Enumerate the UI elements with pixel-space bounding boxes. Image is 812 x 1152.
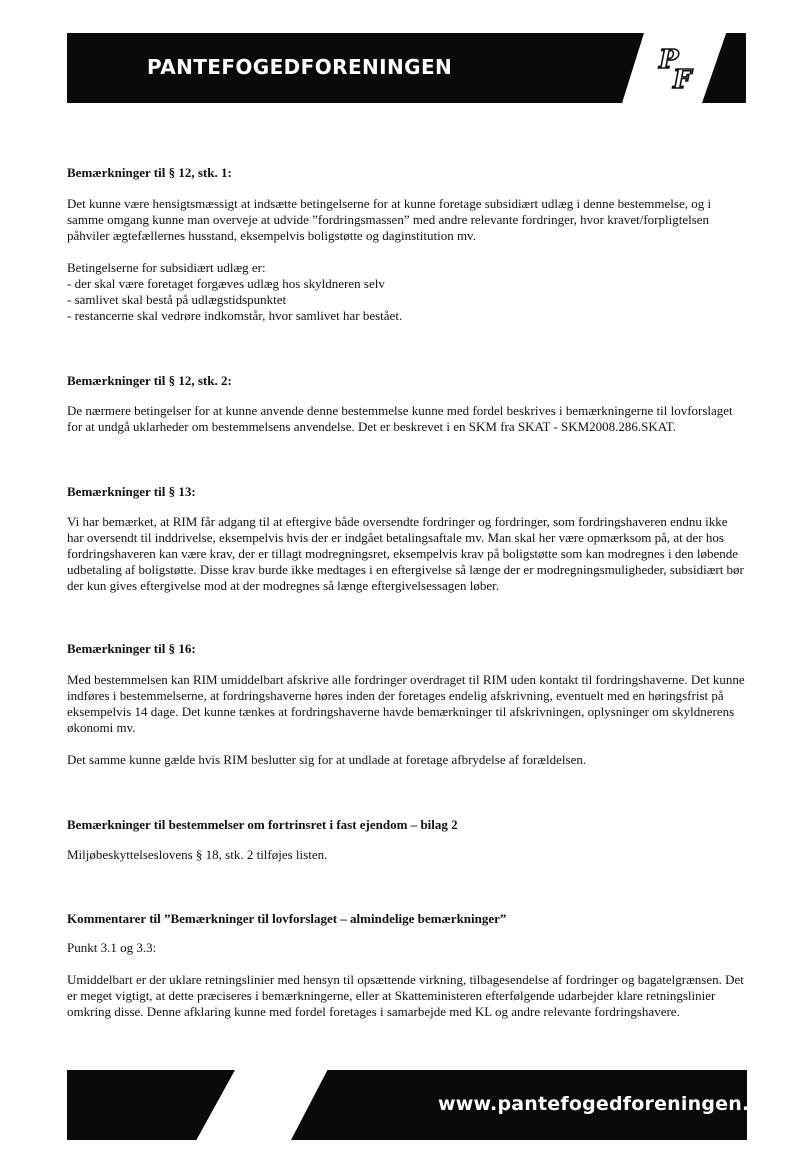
paragraph: Umiddelbart er der uklare retningslinier med hensyn til opsættende virkning, tilbagesendelse af fordringer og bagatelgrænsen. Det er meget vigtigt, at dette præciseres i bemærkningerne, eller at Skatteministeren efterfølgende udarbejder klare retningslinier omkring disse. Denne afklaring kunne med fordel foretages i samarbejde med KL og andre relevante fordringshavere. <box>67 972 744 1019</box>
logo-letter-f: F <box>673 65 692 94</box>
paragraph: Betingelserne for subsidiært udlæg er: - der skal være foretaget forgæves udlæg hos skyldneren selv - samlivet skal bestå på udlægstidspunktet - restancerne skal vedrøre indkomstår, hvor samlivet har bestået. <box>67 260 403 323</box>
paragraph: Det samme kunne gælde hvis RIM beslutter sig for at undlade at foretage afbrydelse af forældelsen. <box>67 752 587 767</box>
section-heading: Bemærkninger til bestemmelser om fortrinsret i fast ejendom – bilag 2 <box>67 817 458 832</box>
paragraph: Vi har bemærket, at RIM får adgang til at eftergive både oversendte fordringer og fordringer, som fordringshaveren endnu ikke har oversendt til inddrivelse, eksempelvis hvis der er indgået betalingsaftale mv. Man skal her være opmærksom på, at der hos fordringshaveren kan være krav, der er tillagt modregningsret, eksempelvis krav på boligstøtte som kan modregnes i den løbende udbetaling af boligstøtte. Disse krav burde ikke medtages i en eftergivelse så længe der er modregningsmuligheder, subsidiært bør der kun gives eftergivelse mod at der modregnes så længe eftergivelsessagen løber. <box>67 514 744 593</box>
section-heading: Bemærkninger til § 16: <box>67 641 196 656</box>
header-wedge <box>702 33 746 103</box>
section-heading: Kommentarer til ”Bemærkninger til lovforslaget – almindelige bemærkninger” <box>67 911 507 926</box>
section-heading: Bemærkninger til § 13: <box>67 484 196 499</box>
paragraph: Miljøbeskyttelseslovens § 18, stk. 2 tilføjes listen. <box>67 847 328 862</box>
logo-letter-p: P <box>659 45 679 75</box>
org-name: PANTEFOGEDFORENINGEN <box>147 55 453 79</box>
footer-bar-left <box>67 1070 235 1140</box>
section-heading: Bemærkninger til § 12, stk. 1: <box>67 165 232 180</box>
pf-logo <box>655 42 707 94</box>
paragraph: Med bestemmelsen kan RIM umiddelbart afskrive alle fordringer overdraget til RIM uden kontakt til fordringshaverne. Det kunne indføres i bestemmelserne, at fordringshaverne høres inden der foretages endelig afskrivning, eventuelt med en høringsfrist på eksempelvis 14 dage. Det kunne tænkes at fordringshaverne havde bemærkninger til afskrivningen, oplysninger om skyldnerens økonomi mv. <box>67 672 745 735</box>
paragraph: Punkt 3.1 og 3.3: <box>67 940 157 955</box>
section-heading: Bemærkninger til § 12, stk. 2: <box>67 373 232 388</box>
paragraph: De nærmere betingelser for at kunne anvende denne bestemmelse kunne med fordel beskrives i bemærkningerne til lovforslaget for at undgå uklarheder om bestemmelsens anvendelse. Det er beskrevet i en SKM fra SKAT - SKM2008.286.SKAT. <box>67 403 733 434</box>
footer-website-link[interactable]: www.pantefogedforeningen.dk <box>438 1093 776 1115</box>
paragraph: Det kunne være hensigtsmæssigt at indsætte betingelserne for at kunne foretage subsidiært udlæg i denne bestemmelse, og i samme omgang kunne man overveje at udvide ”fordringsmassen” med andre relevante fordringer, hvor kravet/forpligtelsen påhviler ægtefællernes husstand, eksempelvis boligstøtte og daginstitution mv. <box>67 196 712 243</box>
